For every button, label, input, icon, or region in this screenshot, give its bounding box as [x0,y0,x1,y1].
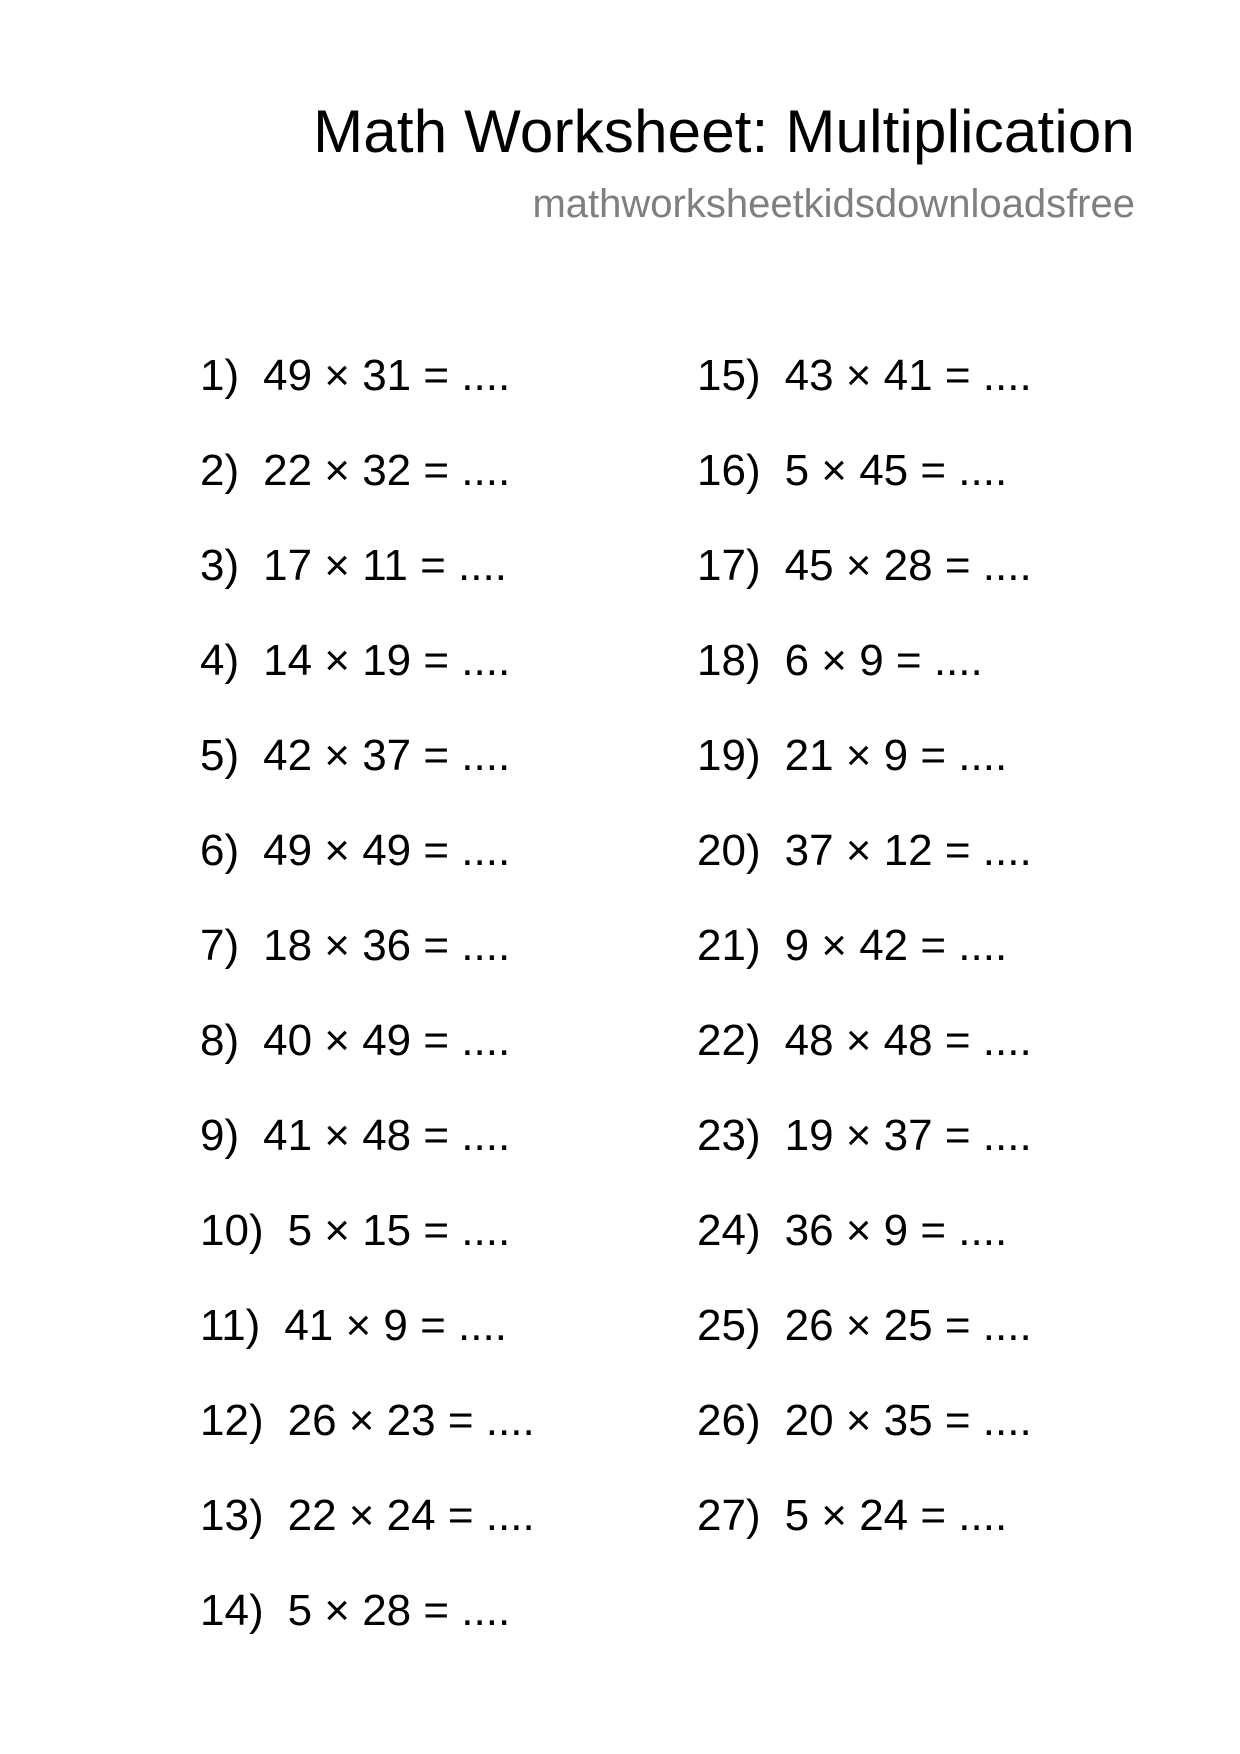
problem-expression: 41 × 48 = .... [263,1111,511,1160]
problem-item [697,446,1032,541]
problem-expression: 22 × 24 = .... [287,1491,535,1540]
problem-number: 14) [200,1586,264,1635]
problem-expression: 45 × 28 = .... [784,541,1032,590]
problem-expression: 19 × 37 = .... [784,1111,1032,1160]
problem-item [200,1016,535,1111]
problem-expression: 40 × 49 = .... [263,1016,511,1065]
problem-item [200,636,535,731]
problem-list [0,351,1240,1651]
problem-number: 22) [697,1016,761,1065]
problem-number: 9) [200,1111,240,1160]
problem-number: 26) [697,1396,761,1445]
problem-item [200,921,535,1016]
problem-expression: 49 × 49 = .... [263,826,511,875]
problem-item [697,351,1032,446]
problem-item [697,1016,1032,1111]
problem-column-right [697,351,1032,1586]
problem-number: 6) [200,826,240,875]
problem-item [697,731,1032,826]
problem-item [697,1491,1032,1586]
problem-expression: 6 × 9 = .... [784,636,983,685]
problem-item [200,1491,535,1586]
problem-expression: 36 × 9 = .... [784,1206,1008,1255]
problem-number: 20) [697,826,761,875]
problem-number: 18) [697,636,761,685]
problem-expression: 5 × 45 = .... [784,446,1008,495]
problem-number: 19) [697,731,761,780]
problem-item [697,826,1032,921]
problem-number: 8) [200,1016,240,1065]
page-subtitle: mathworksheetkidsdownloadsfree [532,182,1135,226]
problem-item [697,1301,1032,1396]
problem-expression: 17 × 11 = .... [263,541,507,590]
problem-item [697,636,1032,731]
problem-expression: 9 × 42 = .... [784,921,1008,970]
problem-expression: 49 × 31 = .... [263,351,511,400]
problem-item [697,921,1032,1016]
problem-number: 12) [200,1396,264,1445]
page-title: Math Worksheet: Multiplication [313,98,1135,165]
problem-number: 27) [697,1491,761,1540]
problem-number: 10) [200,1206,264,1255]
problem-number: 13) [200,1491,264,1540]
problem-expression: 5 × 28 = .... [287,1586,511,1635]
problem-expression: 42 × 37 = .... [263,731,511,780]
problem-item [200,1396,535,1491]
problem-item [200,1301,535,1396]
problem-number: 2) [200,446,240,495]
problem-item [200,1586,535,1681]
problem-number: 17) [697,541,761,590]
problem-item [697,1396,1032,1491]
problem-expression: 21 × 9 = .... [784,731,1008,780]
worksheet-header [313,96,1135,228]
problem-item [697,1206,1032,1301]
problem-number: 21) [697,921,761,970]
problem-expression: 5 × 24 = .... [784,1491,1008,1540]
problem-number: 23) [697,1111,761,1160]
problem-expression: 41 × 9 = .... [284,1301,507,1350]
problem-item [697,1111,1032,1206]
problem-number: 7) [200,921,240,970]
problem-expression: 14 × 19 = .... [263,636,511,685]
problem-item [200,1206,535,1301]
problem-expression: 43 × 41 = .... [784,351,1032,400]
problem-expression: 20 × 35 = .... [784,1396,1032,1445]
problem-expression: 48 × 48 = .... [784,1016,1032,1065]
problem-expression: 37 × 12 = .... [784,826,1032,875]
problem-item [200,541,535,636]
problem-column-left [200,351,535,1681]
problem-number: 24) [697,1206,761,1255]
problem-item [200,446,535,541]
problem-item [200,1111,535,1206]
problem-number: 25) [697,1301,761,1350]
problem-expression: 5 × 15 = .... [287,1206,511,1255]
problem-item [200,826,535,921]
problem-item [200,351,535,446]
problem-expression: 18 × 36 = .... [263,921,511,970]
problem-number: 3) [200,541,240,590]
problem-item [697,541,1032,636]
problem-expression: 26 × 25 = .... [784,1301,1032,1350]
problem-number: 1) [200,351,240,400]
problem-item [200,731,535,826]
problem-number: 4) [200,636,240,685]
problem-number: 5) [200,731,240,780]
problem-number: 15) [697,351,761,400]
problem-expression: 26 × 23 = .... [287,1396,535,1445]
problem-number: 11) [200,1301,261,1350]
problem-number: 16) [697,446,761,495]
problem-expression: 22 × 32 = .... [263,446,511,495]
